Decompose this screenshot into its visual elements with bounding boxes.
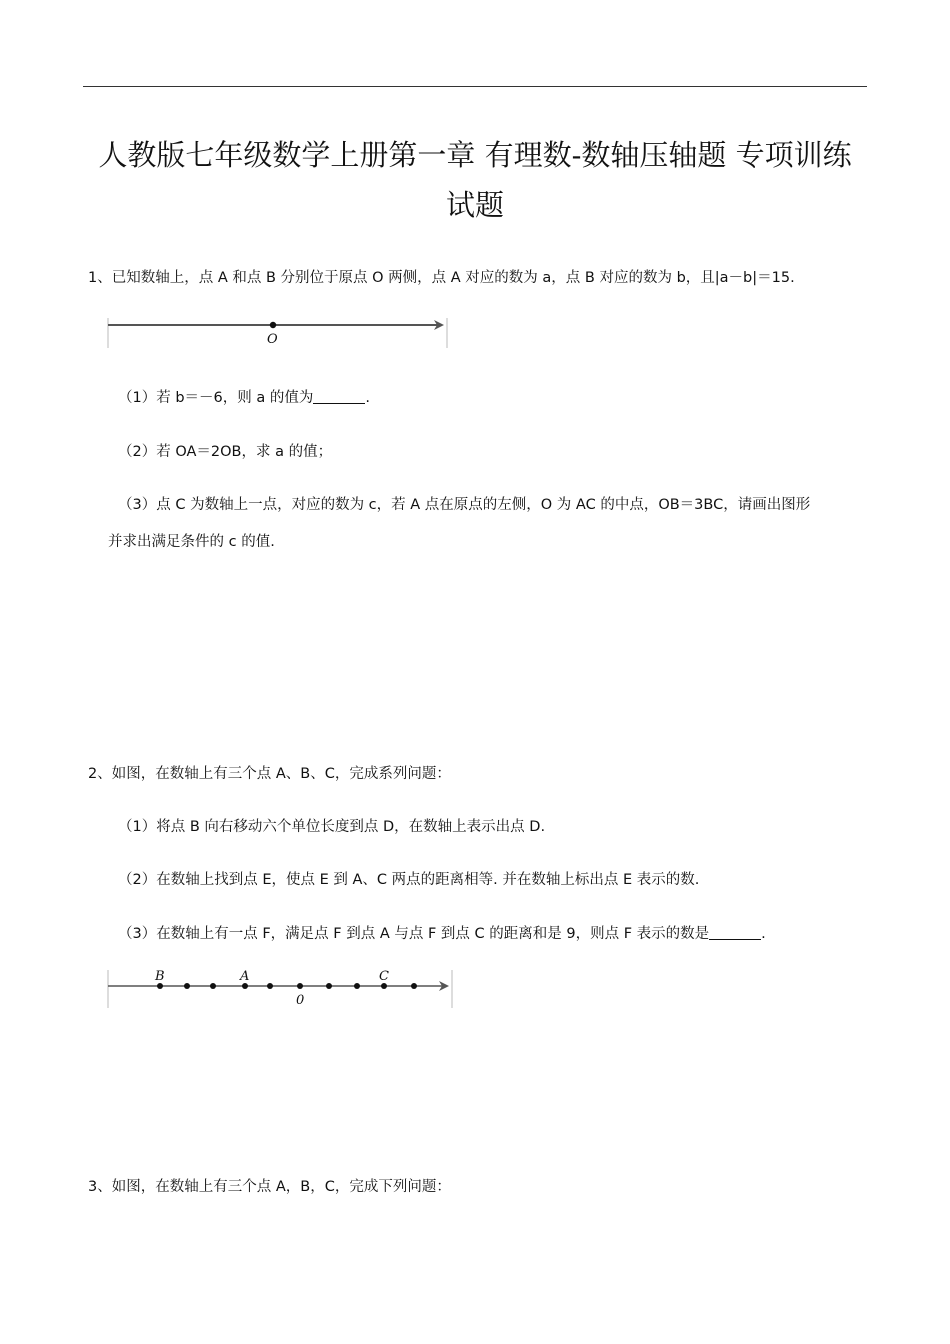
origin-label: O — [267, 332, 278, 347]
document-title-line2: 试题 — [445, 188, 504, 222]
tick-point — [210, 983, 216, 989]
question-1-number-line-figure — [106, 314, 451, 350]
answer-blank — [709, 925, 761, 940]
tick-point — [411, 983, 417, 989]
origin-point — [270, 322, 276, 328]
question-3-stem: 3、如图，在数轴上有三个点 A，B，C，完成下列问题： — [88, 1179, 451, 1195]
part-1-period: . — [365, 390, 370, 406]
question-2-number-line-figure — [106, 966, 456, 1012]
tick-point — [267, 983, 273, 989]
origin-point — [297, 983, 303, 989]
label-c: C — [379, 969, 389, 984]
document-title-line1: 人教版七年级数学上册第一章 有理数-数轴压轴题 专项训练 — [98, 138, 852, 172]
tick-point — [184, 983, 190, 989]
question-2-part-3 — [118, 922, 766, 943]
answer-blank — [313, 389, 365, 404]
question-1-part-3-line2: 并求出满足条件的 c 的值. — [108, 534, 275, 550]
question-2-stem: 2、如图，在数轴上有三个点 A、B、C，完成系列问题： — [88, 766, 451, 782]
part-3-period: . — [761, 926, 766, 942]
label-b: B — [155, 969, 165, 984]
tick-point — [354, 983, 360, 989]
label-a: A — [240, 969, 250, 984]
question-1-part-1 — [118, 386, 370, 407]
part-3-text: （3）在数轴上有一点 F，满足点 F 到点 A 与点 F 到点 C 的距离和是 9，则点 F 表示的数是 — [118, 926, 710, 942]
label-zero: 0 — [296, 993, 305, 1008]
question-2-part-2: （2）在数轴上找到点 E，使点 E 到 A、C 两点的距离相等. 并在数轴上标出点 E 表示的数. — [118, 872, 700, 888]
question-1-part-2: （2）若 OA＝2OB，求 a 的值； — [118, 444, 333, 460]
question-1-stem: 1、已知数轴上，点 A 和点 B 分别位于原点 O 两侧，点 A 对应的数为 a，点 B 对应的数为 b，且|a－b|＝15. — [88, 270, 795, 286]
part-1-text: （1）若 b＝－6，则 a 的值为 — [118, 390, 314, 406]
question-1-part-3-line1: （3）点 C 为数轴上一点，对应的数为 c，若 A 点在原点的左侧，O 为 AC 的中点，OB＝3BC，请画出图形 — [118, 497, 811, 513]
header-rule — [83, 86, 867, 87]
question-2-part-1: （1）将点 B 向右移动六个单位长度到点 D，在数轴上表示出点 D. — [118, 819, 546, 835]
tick-point — [326, 983, 332, 989]
